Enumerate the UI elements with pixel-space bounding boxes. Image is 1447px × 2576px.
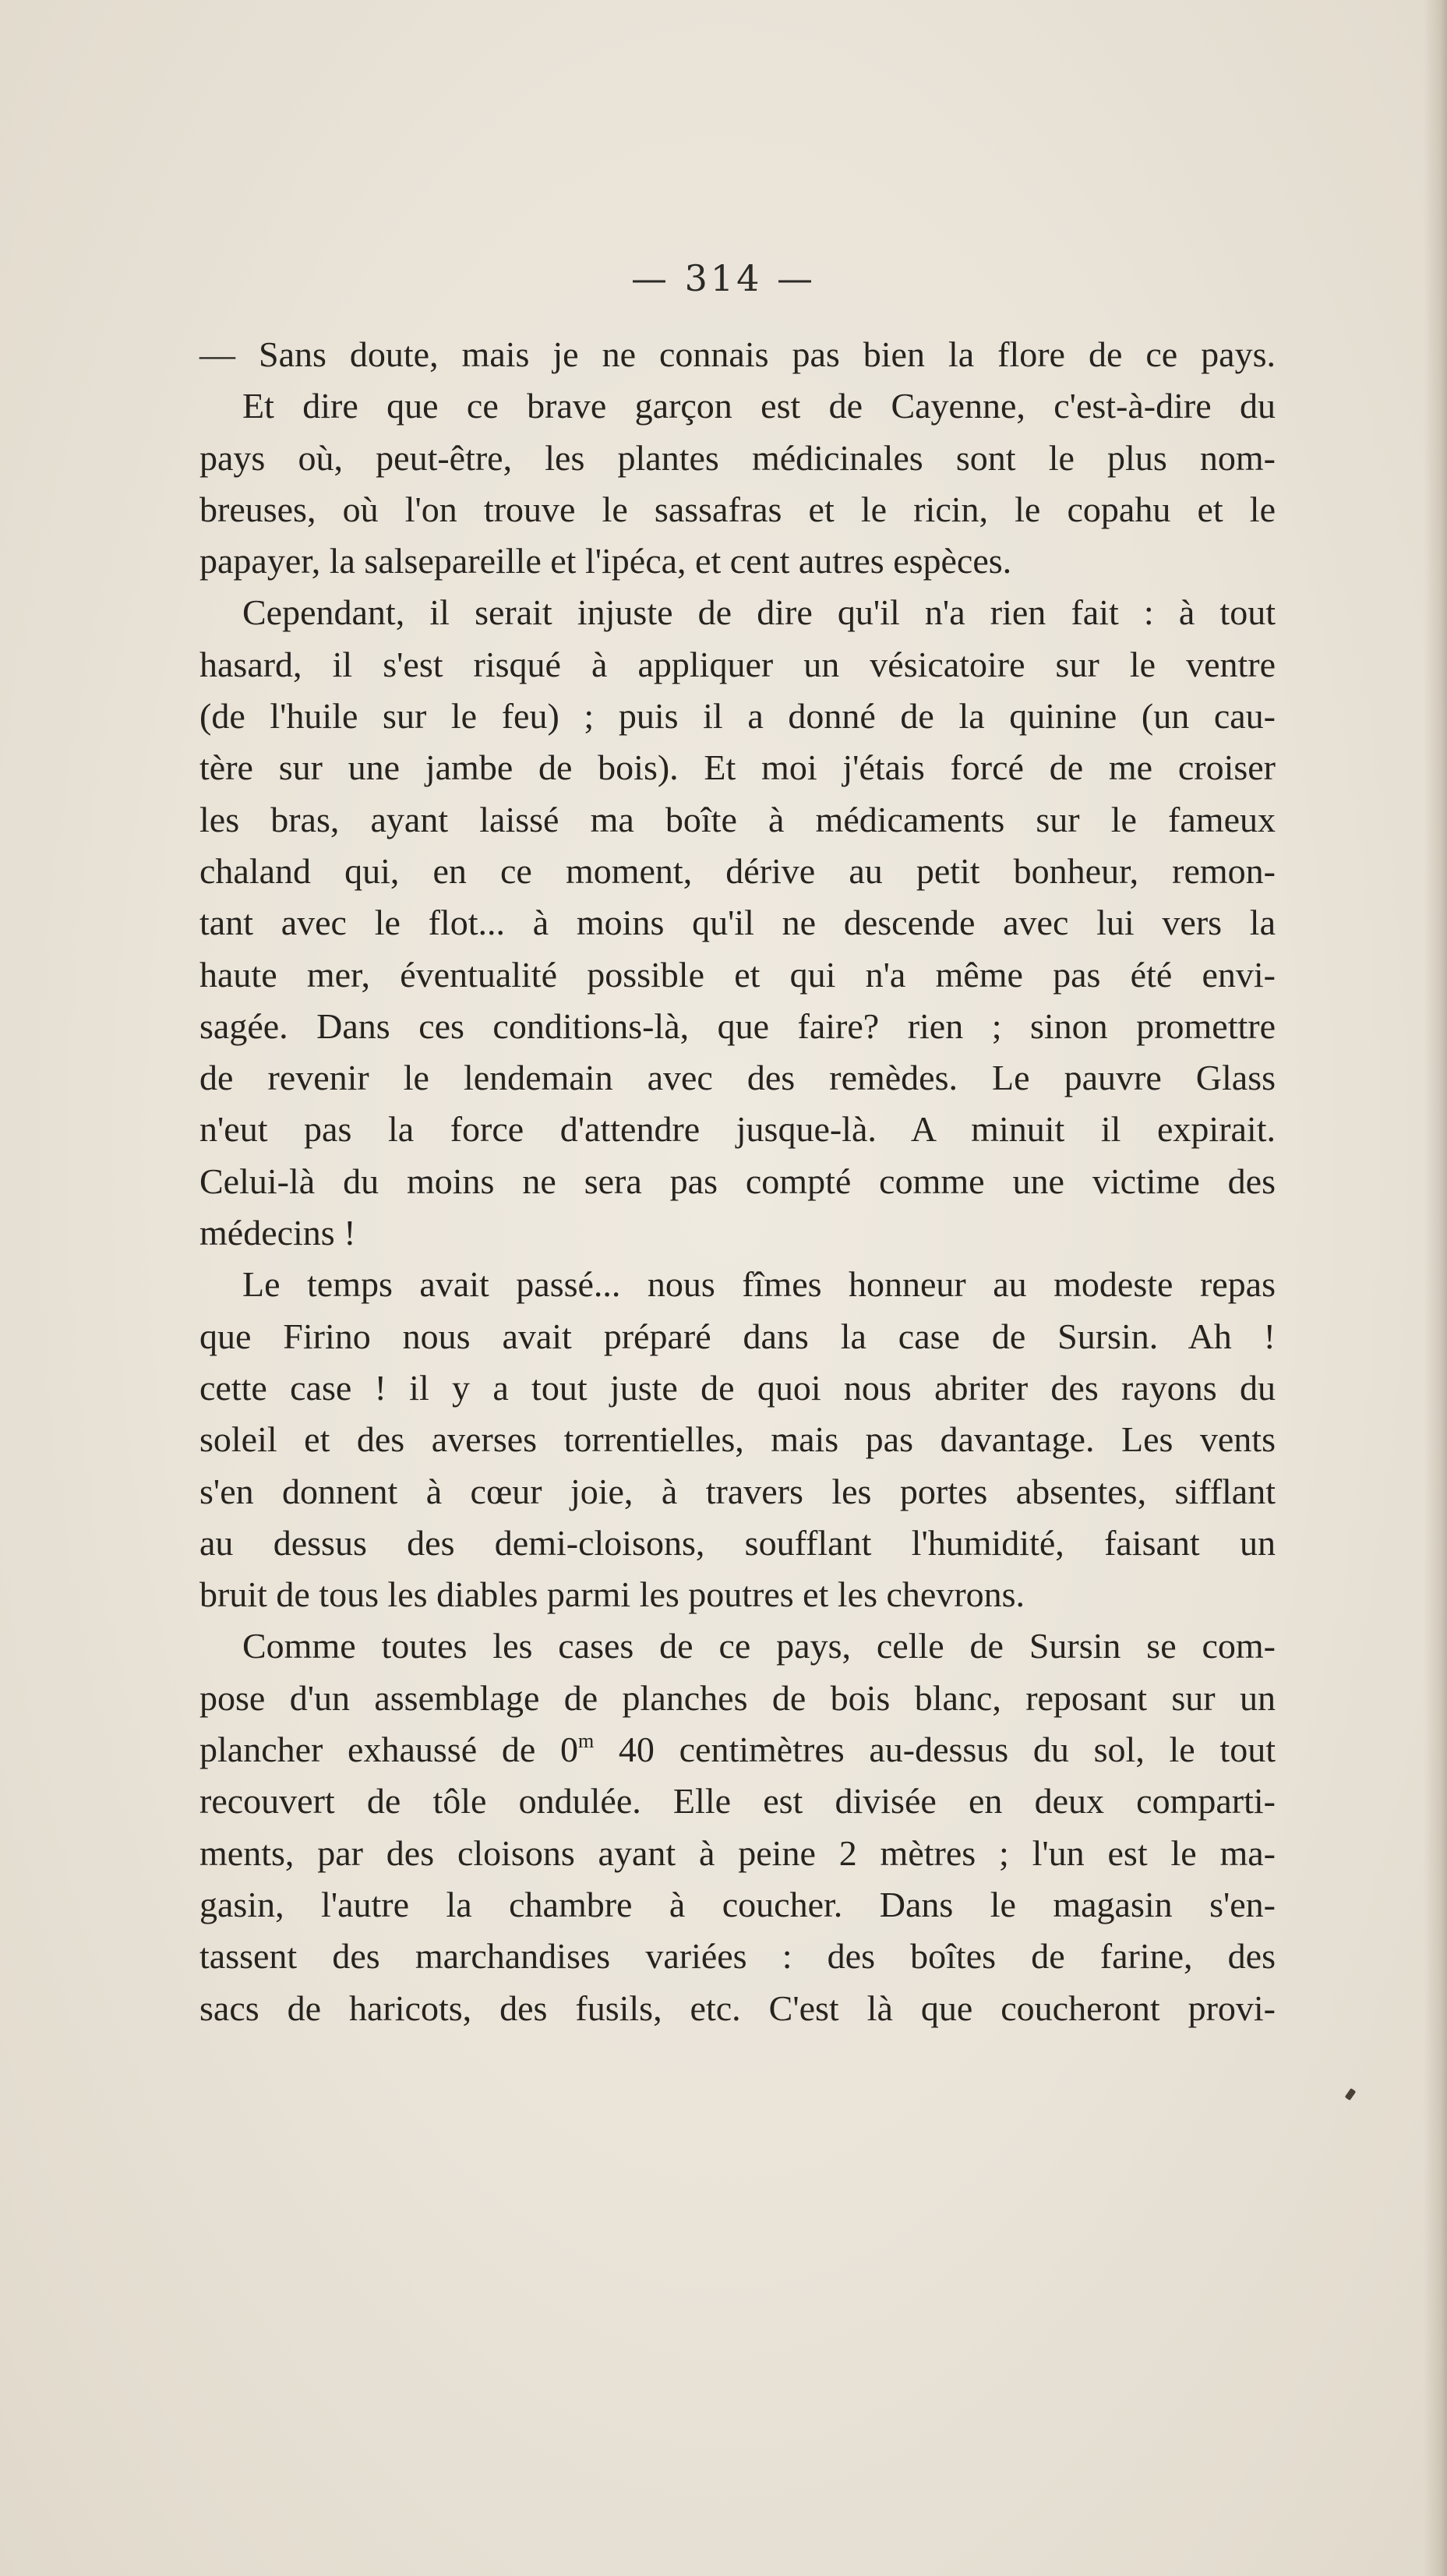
ink-speck	[1345, 2088, 1357, 2101]
text-line-32: tassent des marchandises variées : des boîtes de farine, des	[199, 1936, 1276, 1977]
text-line-18: médecins !	[199, 1213, 356, 1253]
text-line-3: pays où, peut-être, les plantes médicinales sont le plus nom-	[199, 437, 1276, 478]
text-line-33: sacs de haricots, des fusils, etc. C'est là que coucheront provi-	[199, 1988, 1276, 2028]
text-line-16: n'eut pas la force d'attendre jusque-là. A minuit il expirait.	[199, 1109, 1276, 1150]
text-line-5: papayer, la salsepareille et l'ipéca, et cent autres espèces.	[199, 541, 1012, 581]
text-line-7: hasard, il s'est risqué à appliquer un vésicatoire sur le ventre	[199, 644, 1276, 684]
text-line-14: sagée. Dans ces conditions-là, que faire? rien ; sinon promettre	[199, 1005, 1276, 1046]
page-edge-shadow	[1424, 0, 1447, 2576]
text-line-28-after: 40 centimètres au-dessus du sol, le tout	[594, 1730, 1276, 1770]
text-line-28	[199, 1724, 1276, 1776]
text-line-30: ments, par des cloisons ayant à peine 2 mètres ; l'un est le ma-	[199, 1832, 1276, 1873]
text-line-6: Cependant, il serait injuste de dire qu'il n'a rien fait : à tout	[242, 592, 1276, 633]
text-line-23: s'en donnent à cœur joie, à travers les portes absentes, sifflant	[199, 1471, 1276, 1511]
page-number: — 314 —	[630, 257, 817, 299]
text-line-21: cette case ! il y a tout juste de quoi nous abriter des rayons du	[199, 1367, 1276, 1408]
text-line-20: que Firino nous avait préparé dans la case de Sursin. Ah !	[199, 1316, 1276, 1356]
text-line-9: tère sur une jambe de bois). Et moi j'étais forcé de me croiser	[199, 747, 1276, 788]
text-line-19: Le temps avait passé... nous fîmes honneur au modeste repas	[242, 1264, 1276, 1305]
text-line-11: chaland qui, en ce moment, dérive au petit bonheur, remon-	[199, 850, 1276, 891]
meter-superscript: m	[577, 1730, 595, 1753]
body-text	[199, 329, 1276, 2034]
text-line-27: pose d'un assemblage de planches de bois blanc, reposant sur un	[199, 1677, 1276, 1718]
text-line-29: recouvert de tôle ondulée. Elle est divisée en deux comparti-	[199, 1781, 1276, 1822]
text-line-1: — Sans doute, mais je ne connais pas bien la flore de ce pays.	[199, 334, 1276, 374]
text-line-17: Celui-là du moins ne sera pas compté comme une victime des	[199, 1161, 1276, 1201]
text-line-24: au dessus des demi-cloisons, soufflant l'humidité, faisant un	[199, 1522, 1276, 1563]
text-line-25: bruit de tous les diables parmi les poutres et les chevrons.	[199, 1574, 1025, 1615]
text-line-26: Comme toutes les cases de ce pays, celle de Sursin se com-	[242, 1626, 1276, 1666]
text-line-12: tant avec le flot... à moins qu'il ne descende avec lui vers la	[199, 903, 1276, 943]
text-line-31: gasin, l'autre la chambre à coucher. Dans le magasin s'en-	[199, 1884, 1276, 1924]
text-line-8: (de l'huile sur le feu) ; puis il a donné de la quinine (un cau-	[199, 696, 1276, 737]
text-line-15: de revenir le lendemain avec des remèdes. Le pauvre Glass	[199, 1058, 1276, 1098]
text-line-13: haute mer, éventualité possible et qui n'a même pas été envi-	[199, 954, 1276, 995]
text-line-28-before: plancher exhaussé de 0	[199, 1730, 578, 1770]
text-line-10: les bras, ayant laissé ma boîte à médicaments sur le fameux	[199, 799, 1276, 839]
text-line-22: soleil et des averses torrentielles, mais pas davantage. Les vents	[199, 1419, 1276, 1460]
text-line-2: Et dire que ce brave garçon est de Cayenne, c'est-à-dire du	[242, 386, 1276, 426]
text-line-4: breuses, où l'on trouve le sassafras et le ricin, le copahu et le	[199, 489, 1276, 529]
